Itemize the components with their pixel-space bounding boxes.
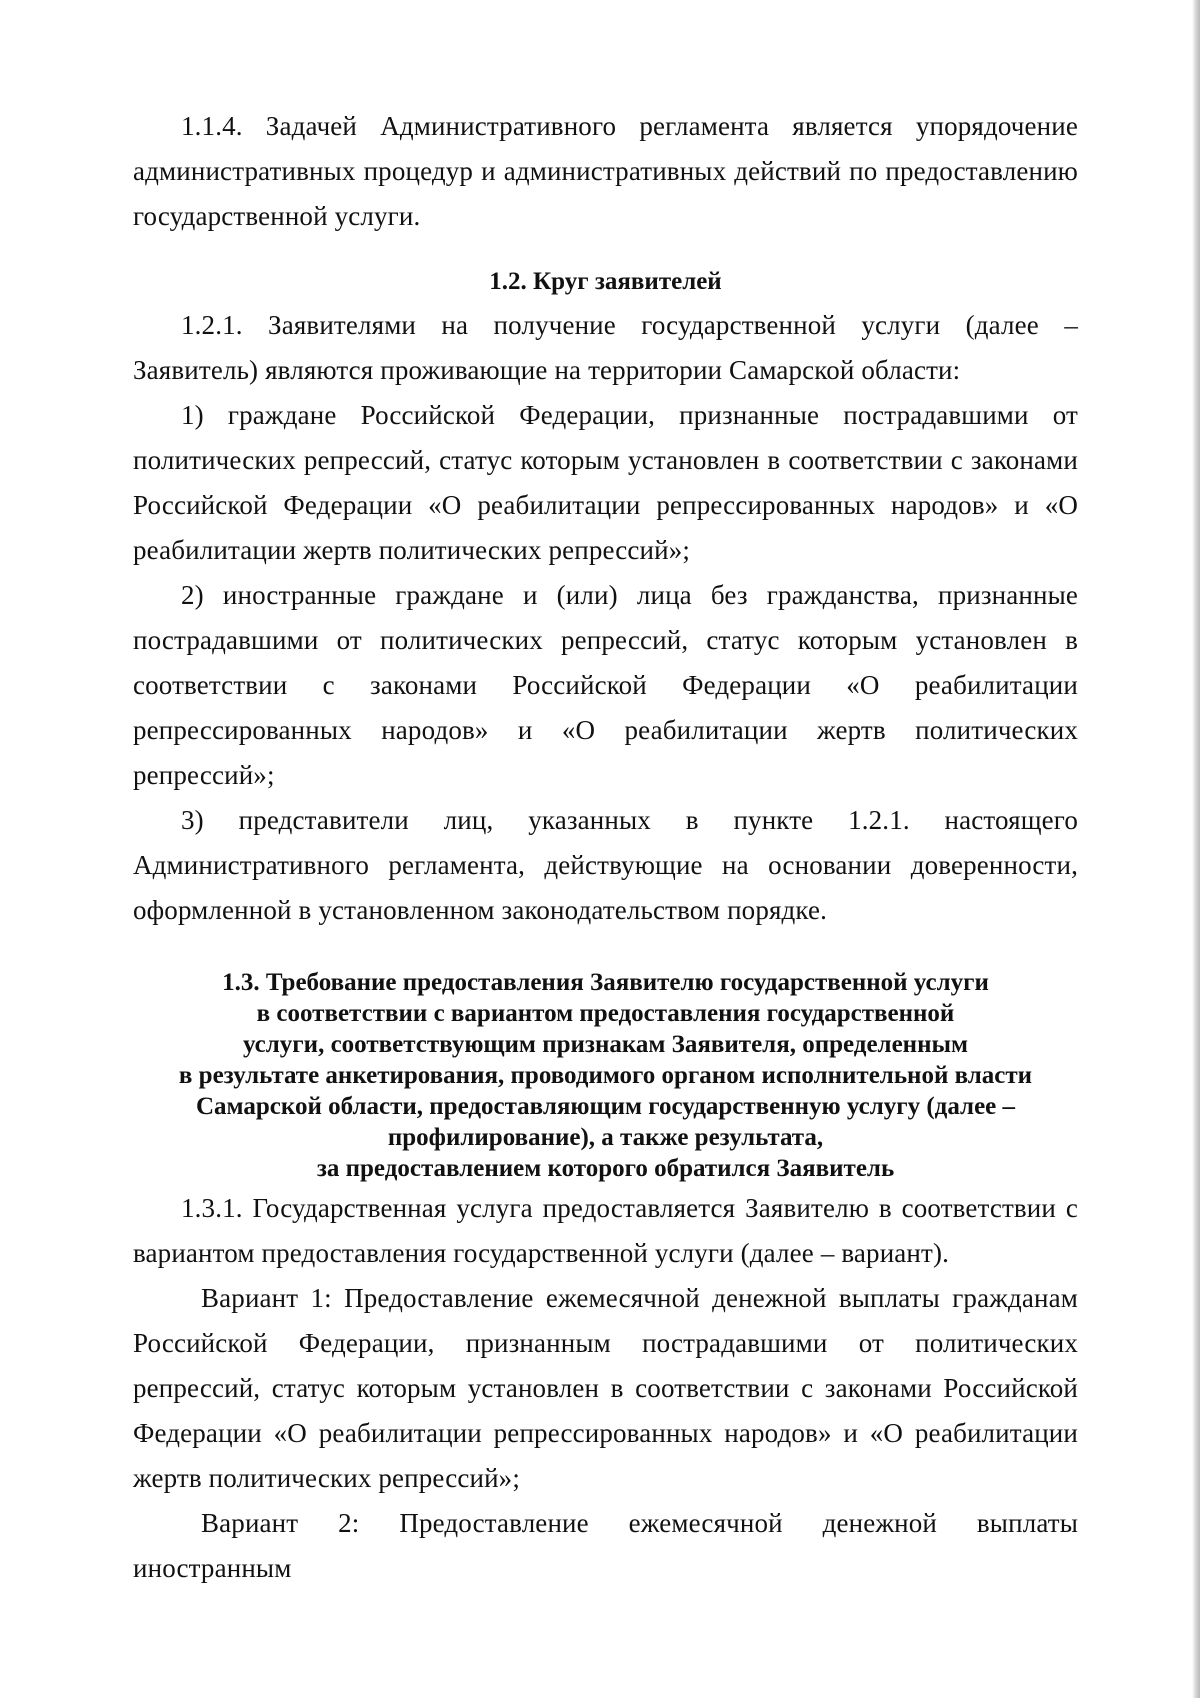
- paragraph-1-2-1: 1.2.1. Заявителями на получение государственной услуги (далее – Заявитель) являются проживающие на территории Самарской области:: [133, 310, 1078, 385]
- document-body: [133, 104, 1078, 1591]
- heading-1-3-line: 1.3. Требование предоставления Заявителю государственной услуги: [222, 969, 989, 996]
- paragraph-1-3-1: 1.3.1. Государственная услуга предоставляется Заявителю в соответствии с вариантом предоставления государственной услуги (далее – вариант).: [133, 1193, 1078, 1268]
- heading-1-3-line: в соответствии с вариантом предоставления государственной: [256, 1000, 955, 1027]
- variant-1: Вариант 1: Предоставление ежемесячной денежной выплаты гражданам Российской Федерации, признанным пострадавшими от политических репрессий, статус которым установлен в соответствии с законами Российской Федерации «О реабилитации репрессированных народов» и «О реабилитации жертв политических репрессий»;: [133, 1283, 1078, 1493]
- heading-1-3-line: Самарской области, предоставляющим государственную услугу (далее –: [195, 1093, 1016, 1120]
- heading-1-3-line: профилирование), а также результата,: [387, 1124, 824, 1151]
- list-item-2: 2) иностранные граждане и (или) лица без гражданства, признанные пострадавшими от политических репрессий, статус которым установлен в соответствии с законами Российской Федерации «О реабилитации репрессированных народов» и «О реабилитации жертв политических репрессий»;: [133, 580, 1078, 790]
- list-item-3: 3) представители лиц, указанных в пункте 1.2.1. настоящего Административного регламента, действующие на основании доверенности, оформленной в установленном законодательством порядке.: [133, 805, 1078, 925]
- heading-1-3-line: услуги, соответствующим признакам Заявителя, определенным: [242, 1031, 969, 1058]
- heading-1-3-line: за предоставлением которого обратился Заявитель: [316, 1155, 895, 1182]
- heading-1-2: 1.2. Круг заявителей: [489, 268, 722, 295]
- variant-2: Вариант 2: Предоставление ежемесячной денежной выплаты иностранным: [133, 1508, 1078, 1583]
- heading-1-3: [133, 967, 1078, 1184]
- page-edge-shadow: [1192, 0, 1200, 1698]
- list-item-1: 1) граждане Российской Федерации, признанные пострадавшими от политических репрессий, статус которым установлен в соответствии с законами Российской Федерации «О реабилитации репрессированных народов» и «О реабилитации жертв политических репрессий»;: [133, 400, 1078, 565]
- heading-1-3-line: в результате анкетирования, проводимого органом исполнительной власти: [178, 1062, 1033, 1089]
- paragraph-1-1-4: 1.1.4. Задачей Административного регламента является упорядочение административных процедур и административных действий по предоставлению государственной услуги.: [133, 111, 1078, 231]
